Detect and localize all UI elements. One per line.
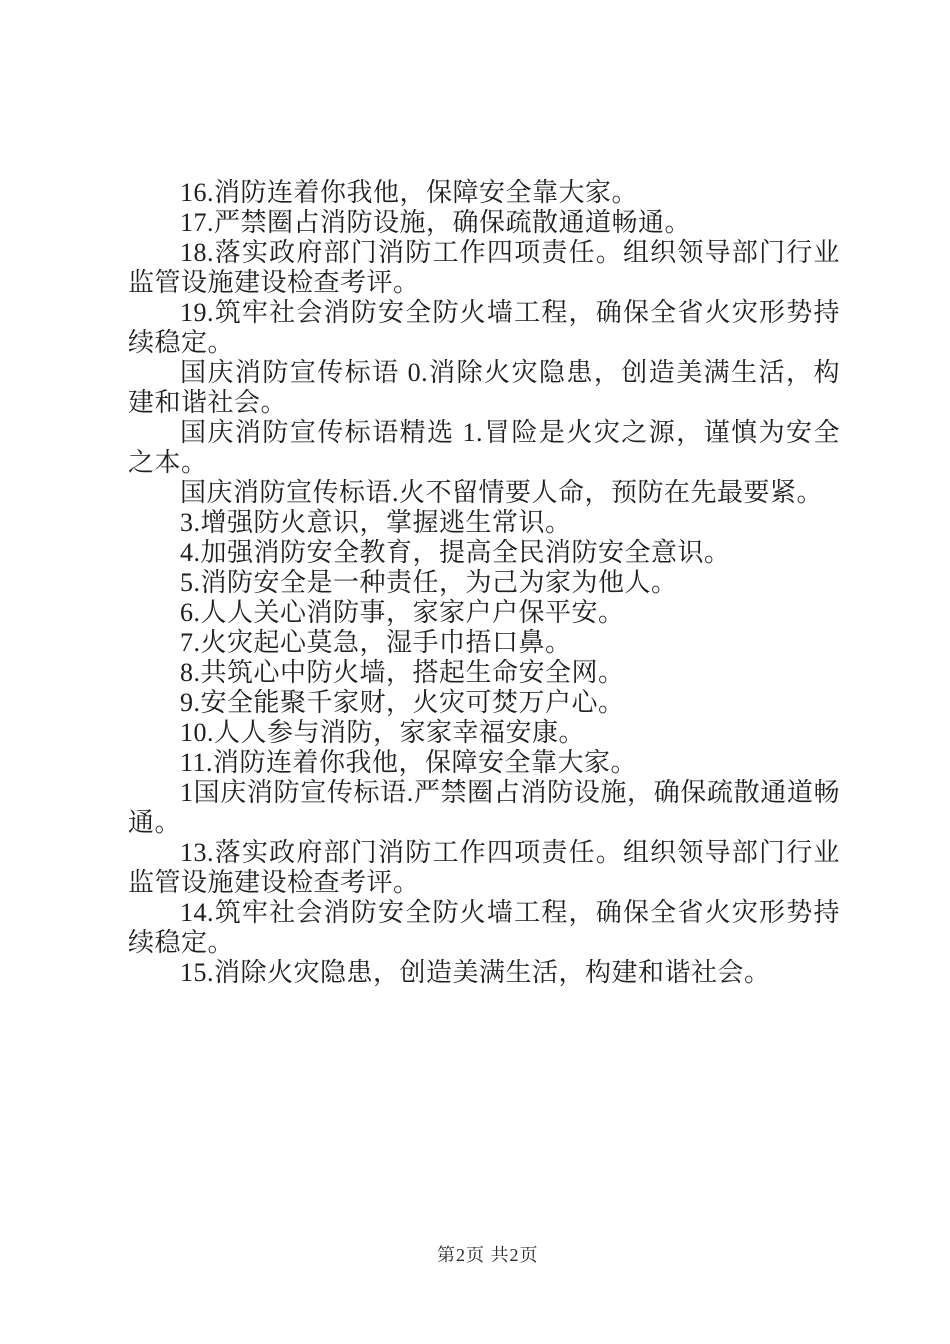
paragraph: 6.人人关心消防事，家家户户保平安。 (180, 598, 625, 627)
paragraph: 16.消防连着你我他，保障安全靠大家。 (180, 178, 639, 207)
paragraph: 8.共筑心中防火墙，搭起生命安全网。 (180, 658, 625, 687)
paragraph: 10.人人参与消防，家家幸福安康。 (180, 718, 586, 747)
paragraph: 3.增强防火意识，掌握逃生常识。 (180, 508, 572, 537)
paragraph: 11.消防连着你我他，保障安全靠大家。 (180, 748, 638, 777)
paragraph: 15.消除火灾隐患，创造美满生活，构建和谐社会。 (180, 958, 771, 987)
paragraph: 国庆消防宣传标语.火不留情要人命，预防在先最要紧。 (180, 478, 824, 507)
page-number-footer: 第2页 共2页 (437, 1245, 539, 1265)
paragraph: 1国庆消防宣传标语.严禁圈占消防设施，确保疏散通道畅通。 (128, 778, 840, 837)
paragraph: 19.筑牢社会消防安全防火墙工程，确保全省火灾形势持续稳定。 (128, 298, 840, 357)
paragraph: 13.落实政府部门消防工作四项责任。组织领导部门行业监管设施建设检查考评。 (128, 838, 840, 897)
paragraph: 14.筑牢社会消防安全防火墙工程，确保全省火灾形势持续稳定。 (128, 898, 840, 957)
document-text-block (128, 178, 840, 988)
paragraph: 国庆消防宣传标语精选 1.冒险是火灾之源，谨慎为安全之本。 (128, 418, 840, 477)
paragraph: 国庆消防宣传标语 0.消除火灾隐患，创造美满生活，构建和谐社会。 (128, 358, 840, 417)
paragraph: 17.严禁圈占消防设施，确保疏散通道畅通。 (180, 208, 692, 237)
paragraph: 9.安全能聚千家财，火灾可焚万户心。 (180, 688, 625, 717)
paragraph: 7.火灾起心莫急，湿手巾捂口鼻。 (180, 628, 572, 657)
paragraph: 5.消防安全是一种责任，为己为家为他人。 (180, 568, 678, 597)
paragraph: 4.加强消防安全教育，提高全民消防安全意识。 (180, 538, 731, 567)
paragraph: 18.落实政府部门消防工作四项责任。组织领导部门行业监管设施建设检查考评。 (128, 238, 840, 297)
